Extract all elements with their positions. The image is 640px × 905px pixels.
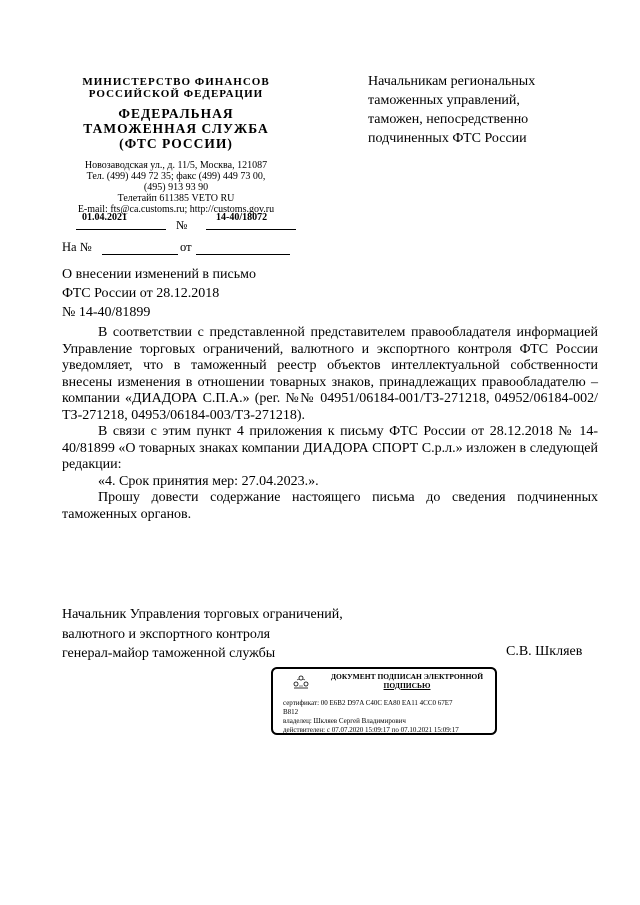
addressee-line: Начальникам региональных xyxy=(368,74,536,89)
reply-number-blank xyxy=(102,254,178,255)
stamp-validity: действителен: с 07.07.2020 15:09:17 по 07.10.2021 15:09:17 xyxy=(283,726,459,734)
number-underline xyxy=(206,229,296,230)
stamp-title-line: ПОДПИСЬЮ xyxy=(383,681,431,690)
stamp-owner: владелец: Шкляев Сергей Владимирович xyxy=(283,717,406,725)
signer-name: С.В. Шкляев xyxy=(506,644,583,659)
phone-2: (495) 913 93 90 xyxy=(143,182,209,193)
subject-line: ФТС России от 28.12.2018 xyxy=(62,286,220,301)
reply-date-label: от xyxy=(180,240,192,254)
email: E-mail: fts@ca.customs.ru; http://customs.gov.ru xyxy=(77,204,275,215)
addressee-line: таможенных управлений, xyxy=(368,93,520,108)
body-paragraph-quote: «4. Срок принятия мер: 27.04.2023.». xyxy=(98,473,319,489)
body-paragraph-4: Прошу довести содержание настоящего письма до сведения подчиненных таможенных органов. xyxy=(62,490,598,522)
service-name-line3: (ФТС РОССИИ) xyxy=(119,136,233,151)
stamp-certificate: сертификат: 00 E6B2 D97A C40C EA80 EA11 4CC0 67E7 xyxy=(283,699,453,707)
phone: Тел. (499) 449 72 35; факс (499) 449 73 00, xyxy=(86,171,266,182)
addressee-block xyxy=(368,72,618,148)
ministry-name-line2: РОССИЙСКОЙ ФЕДЕРАЦИИ xyxy=(88,88,264,100)
stamp-title xyxy=(321,672,493,690)
contact-block xyxy=(60,160,292,215)
letter-body xyxy=(62,325,598,523)
letter-number: 14-40/18072 xyxy=(216,212,268,223)
signer-title-line: валютного и экспортного контроля xyxy=(62,626,271,642)
stamp-details xyxy=(283,699,495,735)
letterhead xyxy=(60,76,292,215)
stamp-title-line: ДОКУМЕНТ ПОДПИСАН ЭЛЕКТРОННОЙ xyxy=(330,672,484,681)
body-paragraph-2: В связи с этим пункт 4 приложения к письму ФТС России от 28.12.2018 № 14-40/81899 «О товарных знаках компании ДИАДОРА СПОРТ С.р.л.» изложен в следующей редакции: xyxy=(62,424,598,472)
electronic-signature-stamp xyxy=(271,667,497,735)
subject-line: № 14-40/81899 xyxy=(62,305,151,320)
reply-number-label: На № xyxy=(62,240,92,254)
registration-row xyxy=(76,212,296,232)
body-paragraph-1: В соответствии с представленной представителем правообладателя информацией Управление торговых ограничений, валютного и экспортного контроля ФТС России уведомляет, что в таможенный реестр объектов интеллектуальной собственности внесены изменения в отношении товарных знаков, принадлежащих правообладателю – компании «ДИАДОРА С.П.А.» (рег. №№ 04951/06184-001/ТЗ-271218, 04952/06184-002/ТЗ-271218, 04953/06184-003/ТЗ-271218). xyxy=(62,325,598,423)
subject-block xyxy=(62,265,322,322)
stamp-certificate-cont: B812 xyxy=(283,708,299,716)
letter-date: 01.04.2021 xyxy=(82,212,127,223)
addressee-line: таможен, непосредственно xyxy=(368,112,529,127)
teletype: Телетайп 611385 VETO RU xyxy=(117,193,235,204)
date-underline xyxy=(76,229,166,230)
service-name-line2: ТАМОЖЕННАЯ СЛУЖБА xyxy=(83,121,269,136)
signer-title-line: генерал-майор таможенной службы xyxy=(62,646,276,661)
signer-title xyxy=(62,605,392,664)
address: Новозаводская ул., д. 11/5, Москва, 121087 xyxy=(84,160,268,171)
signer-title-line: Начальник Управления торговых ограничений, xyxy=(62,607,343,622)
service-name-line1: ФЕДЕРАЛЬНАЯ xyxy=(118,106,234,121)
emblem-icon xyxy=(291,674,311,690)
ministry-name-line1: МИНИСТЕРСТВО ФИНАНСОВ xyxy=(82,76,270,88)
subject-line: О внесении изменений в письмо xyxy=(62,267,256,282)
reply-reference-row xyxy=(62,240,292,260)
addressee-line: подчиненных ФТС России xyxy=(368,131,527,146)
number-sign: № xyxy=(176,218,188,232)
reply-date-blank xyxy=(196,254,290,255)
